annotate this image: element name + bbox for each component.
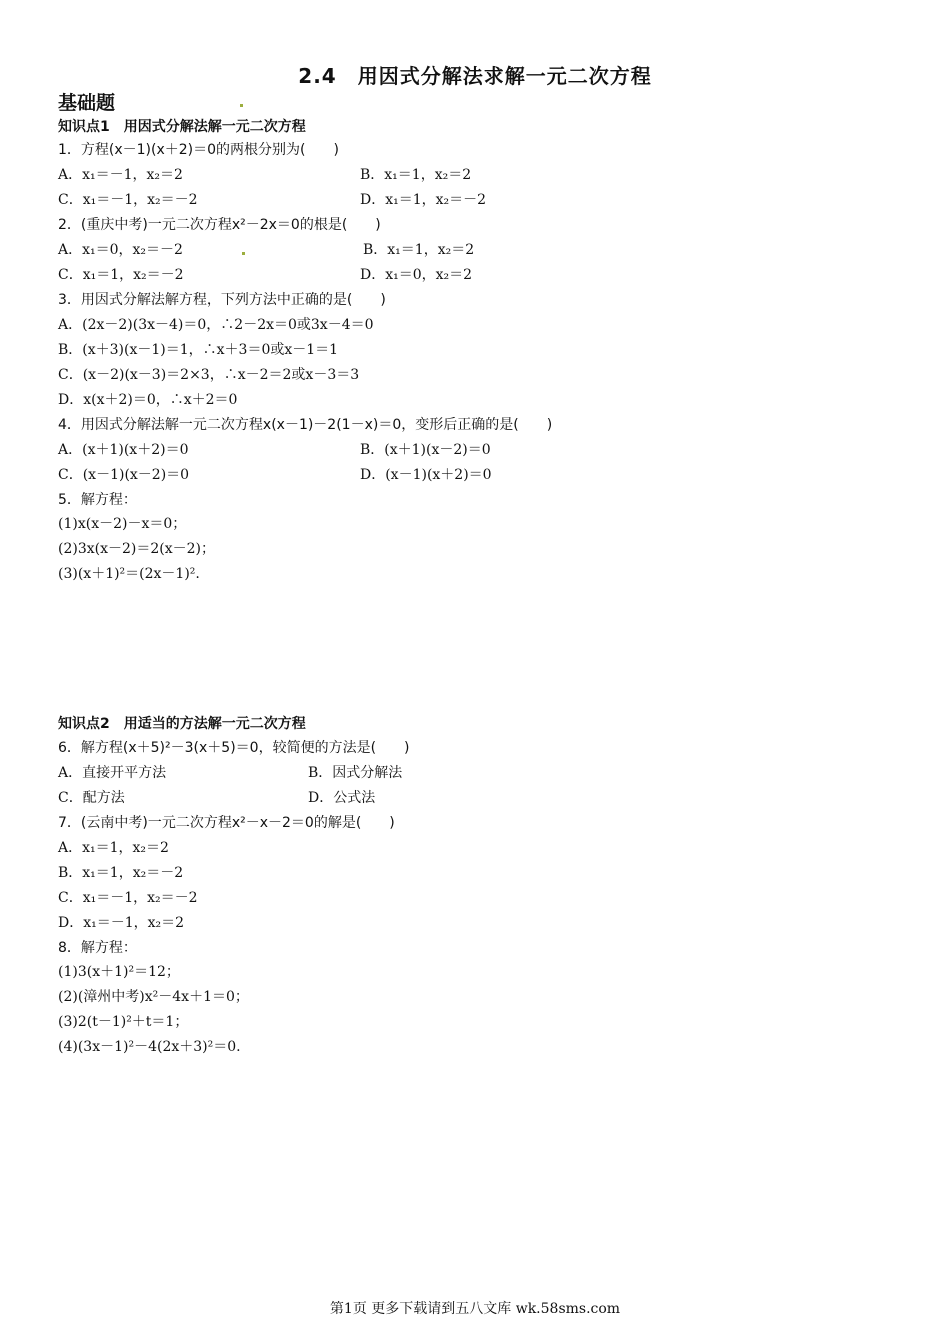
- q2-option-d: D．x₁＝0，x₂＝2: [360, 267, 473, 283]
- question-5: 5．解方程：: [58, 492, 137, 508]
- q3-option-a: A．(2x－2)(3x－4)＝0，∴2－2x＝0或3x－4＝0: [58, 317, 374, 333]
- q8-part-1: (1)3(x＋1)²＝12；: [58, 964, 180, 980]
- q7-option-c: C．x₁＝－1，x₂＝－2: [58, 890, 198, 906]
- question-6: 6．解方程(x＋5)²－3(x＋5)＝0，较简便的方法是( ): [58, 740, 410, 756]
- q6-option-a: A．直接开平方法: [58, 765, 167, 781]
- q2-option-c: C．x₁＝1，x₂＝－2: [58, 267, 184, 283]
- q8-part-3: (3)2(t－1)²＋t＝1；: [58, 1014, 189, 1030]
- q1-option-c: C．x₁＝－1，x₂＝－2: [58, 192, 198, 208]
- knowledge-point-2: 知识点2 用适当的方法解一元二次方程: [58, 716, 306, 732]
- q7-option-a: A．x₁＝1，x₂＝2: [58, 840, 169, 856]
- q7-option-d: D．x₁＝－1，x₂＝2: [58, 915, 185, 931]
- q8-part-4: (4)(3x－1)²－4(2x＋3)²＝0.: [58, 1039, 241, 1055]
- question-3: 3．用因式分解法解方程，下列方法中正确的是( ): [58, 292, 386, 308]
- q5-part-3: (3)(x＋1)²＝(2x－1)².: [58, 566, 200, 582]
- stray-dot: [240, 104, 243, 107]
- question-7: 7．(云南中考)一元二次方程x²－x－2＝0的解是( ): [58, 815, 395, 831]
- knowledge-point-1: 知识点1 用因式分解法解一元二次方程: [58, 119, 306, 135]
- q6-option-d: D．公式法: [308, 790, 376, 806]
- section-heading-basic: 基础题: [58, 92, 116, 114]
- q5-part-1: (1)x(x－2)－x＝0；: [58, 516, 187, 532]
- q3-option-c: C．(x－2)(x－3)＝2×3，∴x－2＝2或x－3＝3: [58, 367, 360, 383]
- q5-part-2: (2)3x(x－2)＝2(x－2)；: [58, 541, 215, 557]
- q7-option-b: B．x₁＝1，x₂＝－2: [58, 865, 184, 881]
- q1-option-b: B．x₁＝1，x₂＝2: [360, 167, 472, 183]
- page-title: 2.4 用因式分解法求解一元二次方程: [298, 64, 652, 88]
- q6-option-b: B．因式分解法: [308, 765, 403, 781]
- q2-option-b: B．x₁＝1，x₂＝2: [363, 242, 475, 258]
- q1-option-d: D．x₁＝1，x₂＝－2: [360, 192, 487, 208]
- question-1: 1．方程(x－1)(x＋2)＝0的两根分别为( ): [58, 142, 339, 158]
- q4-option-a: A．(x＋1)(x＋2)＝0: [58, 442, 189, 458]
- q4-option-c: C．(x－1)(x－2)＝0: [58, 467, 190, 483]
- q3-option-b: B．(x＋3)(x－1)＝1，∴x＋3＝0或x－1＝1: [58, 342, 339, 358]
- question-4: 4．用因式分解法解一元二次方程x(x－1)－2(1－x)＝0，变形后正确的是( ): [58, 417, 553, 433]
- stray-dot: [242, 252, 245, 255]
- q2-option-a: A．x₁＝0，x₂＝－2: [58, 242, 183, 258]
- q6-option-c: C．配方法: [58, 790, 125, 806]
- question-2: 2．(重庆中考)一元二次方程x²－2x＝0的根是( ): [58, 217, 381, 233]
- page-footer: 第1页 更多下载请到五八文库 wk.58sms.com: [329, 1301, 621, 1317]
- q1-option-a: A．x₁＝－1，x₂＝2: [58, 167, 183, 183]
- q4-option-d: D．(x－1)(x＋2)＝0: [360, 467, 492, 483]
- q3-option-d: D．x(x＋2)＝0，∴x＋2＝0: [58, 392, 238, 408]
- question-8: 8．解方程：: [58, 940, 137, 956]
- q8-part-2: (2)(漳州中考)x²－4x＋1＝0；: [58, 989, 249, 1005]
- q4-option-b: B．(x＋1)(x－2)＝0: [360, 442, 491, 458]
